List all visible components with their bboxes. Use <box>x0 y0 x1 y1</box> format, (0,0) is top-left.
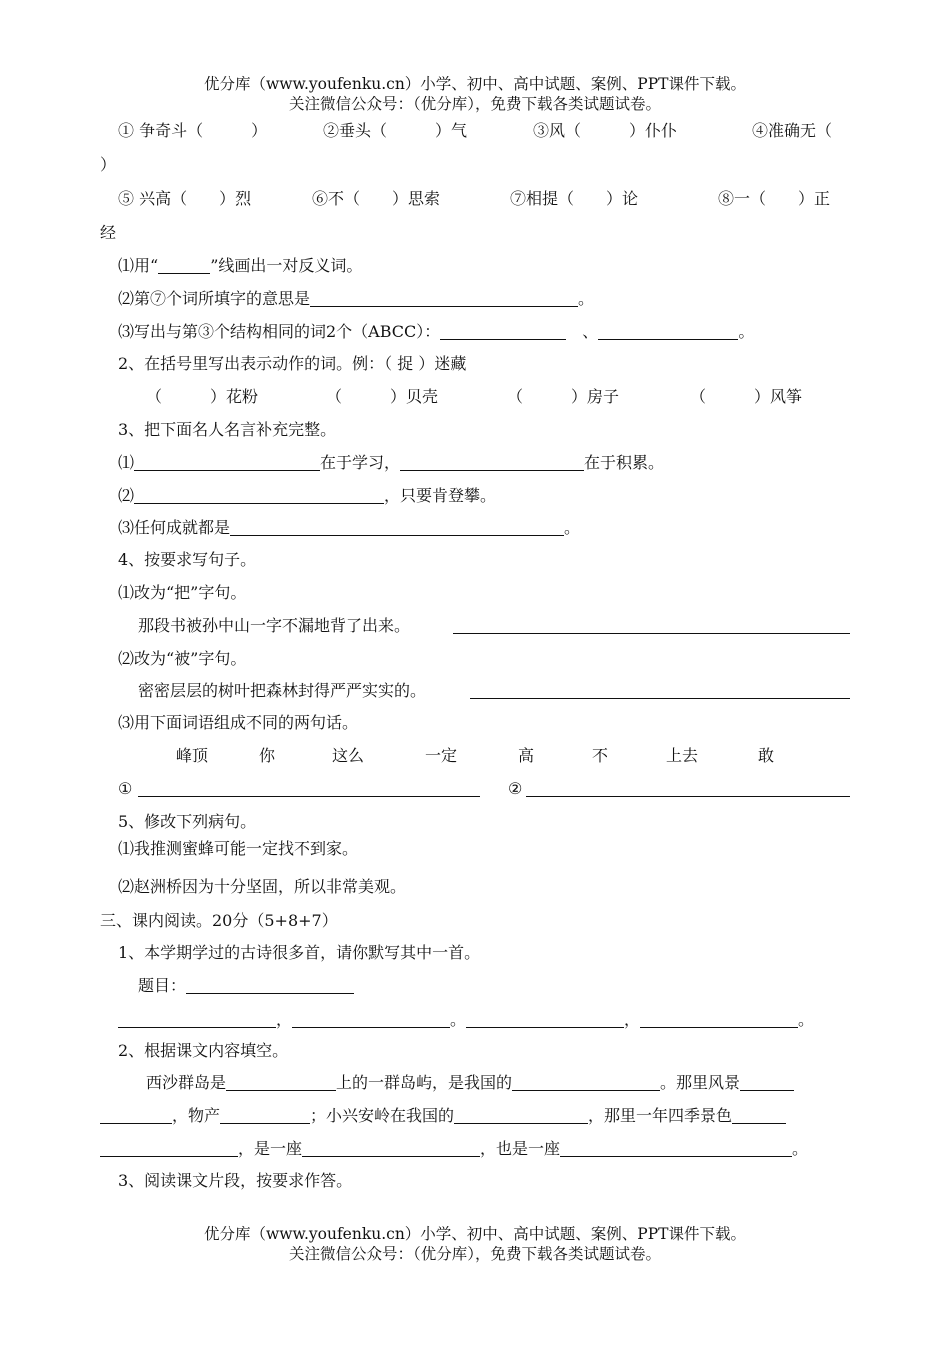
s3-q2-l2-b: ；小兴安岭在我国的 <box>310 1106 455 1125</box>
s3-q2-title: 2、根据课文内容填空。 <box>118 1041 289 1060</box>
q1-sub-1 <box>118 256 362 276</box>
q3-sub-1-blank-2[interactable] <box>400 454 584 471</box>
q1-sub-3-c: 。 <box>738 322 755 341</box>
poem-blank-2[interactable] <box>292 1011 450 1028</box>
q1-sub-3-a: ⑶写出与第③个结构相同的词2个（ABCC）： <box>118 322 441 341</box>
q1-sub-3-b: 、 <box>582 322 599 341</box>
q4-title: 4、按要求写句子。 <box>118 550 257 569</box>
s3-q2-line-3 <box>100 1139 808 1159</box>
q3-sub-3-b: 。 <box>564 518 581 537</box>
q5-sub-1: ⑴我推测蜜蜂可能一定找不到家。 <box>118 839 359 858</box>
q3-sub-2-blank[interactable] <box>134 487 384 504</box>
s3-q2-blank-2[interactable] <box>512 1074 660 1091</box>
q1-sub-2-blank[interactable] <box>310 290 578 307</box>
s3-q2-l3-b: ，也是一座 <box>480 1139 561 1158</box>
q2-item-1: （ ）花粉 <box>146 387 259 406</box>
word-item-8: ⑧一（ ）正 <box>718 189 831 208</box>
poem-punct-1: ， <box>276 1010 293 1029</box>
s3-q2-blank-4[interactable] <box>220 1107 310 1124</box>
q3-sub-2-a: ⑵ <box>118 486 135 505</box>
q3-sub-3 <box>118 518 580 538</box>
q1-sub-1-blank[interactable] <box>158 257 210 274</box>
q4-word-1: 峰顶 <box>176 746 209 765</box>
q3-sub-2-b: ，只要肯登攀。 <box>384 486 497 505</box>
footer-line-1: 优分库（www.youfenku.cn）小学、初中、高中试题、案例、PPT课件下载。 <box>203 1225 747 1243</box>
q3-sub-3-a: ⑶任何成就都是 <box>118 518 231 537</box>
s3-q2-blank-8[interactable] <box>560 1140 792 1157</box>
s3-q2-blank-6b[interactable] <box>100 1140 238 1157</box>
s3-q1-title: 1、本学期学过的古诗很多首，请你默写其中一首。 <box>118 943 481 962</box>
s3-q1-poem-lines <box>118 1010 814 1030</box>
q2-item-3: （ ）房子 <box>507 387 620 406</box>
poem-punct-2: 。 <box>450 1010 467 1029</box>
word-item-3: ③风（ ）仆仆 <box>533 121 678 140</box>
q4-word-5: 高 <box>518 746 535 765</box>
s3-q2-l2-a: ，物产 <box>172 1106 221 1125</box>
q2-item-4: （ ）风筝 <box>690 387 803 406</box>
q1-sub-2-b: 。 <box>578 289 595 308</box>
q3-sub-2 <box>118 486 496 506</box>
q3-title: 3、把下面名人名言补充完整。 <box>118 420 337 439</box>
q2-title: 2、在括号里写出表示动作的词。例：（ 捉 ）迷藏 <box>118 354 467 373</box>
q4-answer-blank-2[interactable] <box>526 780 850 797</box>
s3-q2-l1-b: 上的一群岛屿，是我国的 <box>336 1073 513 1092</box>
s3-q2-blank-6a[interactable] <box>732 1107 786 1124</box>
q2-item-2: （ ）贝壳 <box>326 387 439 406</box>
q4-answer-mark-1: ① <box>118 779 133 798</box>
q4-sub-1-sentence: 那段书被孙中山一字不漏地背了出来。 <box>138 616 411 635</box>
word-item-6: ⑥不（ ）思索 <box>312 189 441 208</box>
q3-sub-1 <box>118 453 664 473</box>
q1-sub-3-blank-2[interactable] <box>598 323 738 340</box>
poem-blank-1[interactable] <box>118 1011 276 1028</box>
s3-q2-l1-a: 西沙群岛是 <box>146 1073 227 1092</box>
s3-q2-line-1 <box>146 1073 794 1093</box>
s3-q2-blank-7[interactable] <box>302 1140 480 1157</box>
q4-word-3: 这么 <box>332 746 365 765</box>
poem-punct-4: 。 <box>798 1010 815 1029</box>
q3-sub-1-a: ⑴ <box>118 453 135 472</box>
s3-q1-topic-blank[interactable] <box>186 977 354 994</box>
q1-sub-1-a: ⑴用“ <box>118 256 159 275</box>
section-3-title: 三、课内阅读。20分（5+8+7） <box>100 911 338 930</box>
s3-q1-topic-label: 题目： <box>138 976 187 995</box>
word-item-1: ① 争奇斗（ ） <box>118 121 268 140</box>
s3-q2-blank-3a[interactable] <box>740 1074 794 1091</box>
q1-sub-2-a: ⑵第⑦个词所填字的意思是 <box>118 289 311 308</box>
s3-q1-topic <box>138 976 354 996</box>
poem-punct-3: ， <box>624 1010 641 1029</box>
s3-q2-l3-c: 。 <box>792 1139 809 1158</box>
s3-q2-blank-5[interactable] <box>454 1107 588 1124</box>
word-item-4: ④准确无（ <box>752 121 833 140</box>
q1-sub-3-blank-1[interactable] <box>440 323 566 340</box>
poem-blank-4[interactable] <box>640 1011 798 1028</box>
s3-q2-l1-c: 。那里风景 <box>660 1073 741 1092</box>
poem-blank-3[interactable] <box>466 1011 624 1028</box>
header-line-1: 优分库（www.youfenku.cn）小学、初中、高中试题、案例、PPT课件下载。 <box>203 75 747 93</box>
q4-sub-2-sentence: 密密层层的树叶把森林封得严严实实的。 <box>138 681 427 700</box>
word-item-2: ②垂头（ ）气 <box>323 121 468 140</box>
s3-q2-blank-3b[interactable] <box>100 1107 172 1124</box>
q3-sub-1-b: 在于学习， <box>320 453 401 472</box>
q4-answer-mark-2: ② <box>508 779 523 798</box>
word-item-5: ⑤ 兴高（ ）烈 <box>118 189 252 208</box>
q4-sub-2-blank[interactable] <box>470 682 850 699</box>
s3-q2-blank-1[interactable] <box>226 1074 336 1091</box>
q4-sub-1: ⑴改为“把”字句。 <box>118 583 247 602</box>
header-line-2: 关注微信公众号：（优分库），免费下载各类试题试卷。 <box>288 95 661 113</box>
s3-q3-title: 3、阅读课文片段，按要求作答。 <box>118 1171 353 1190</box>
q4-word-2: 你 <box>259 746 276 765</box>
s3-q2-line-2 <box>100 1106 786 1126</box>
q3-sub-3-blank[interactable] <box>230 519 564 536</box>
q4-word-7: 上去 <box>666 746 699 765</box>
word-item-8-wrap: 经 <box>100 223 117 242</box>
footer-line-2: 关注微信公众号：（优分库），免费下载各类试题试卷。 <box>288 1245 661 1263</box>
word-item-4-wrap: ） <box>100 155 117 174</box>
q3-sub-1-blank-1[interactable] <box>134 454 320 471</box>
q4-sub-3: ⑶用下面词语组成不同的两句话。 <box>118 713 359 732</box>
q4-word-6: 不 <box>592 746 609 765</box>
q5-title: 5、修改下列病句。 <box>118 812 257 831</box>
q1-sub-2 <box>118 289 594 309</box>
s3-q2-l2-c: ，那里一年四季景色 <box>588 1106 733 1125</box>
q4-word-4: 一定 <box>425 746 458 765</box>
q4-word-8: 敢 <box>758 746 775 765</box>
q4-sub-2: ⑵改为“被”字句。 <box>118 649 247 668</box>
q4-answer-blank-1[interactable] <box>138 780 480 797</box>
q3-sub-1-c: 在于积累。 <box>584 453 665 472</box>
q5-sub-2: ⑵赵洲桥因为十分坚固，所以非常美观。 <box>118 877 407 896</box>
s3-q2-l3-a: ，是一座 <box>238 1139 303 1158</box>
q1-sub-3 <box>118 322 754 342</box>
q1-sub-1-b: ”线画出一对反义词。 <box>210 256 363 275</box>
q4-sub-1-blank[interactable] <box>453 617 850 634</box>
word-item-7: ⑦相提（ ）论 <box>510 189 639 208</box>
